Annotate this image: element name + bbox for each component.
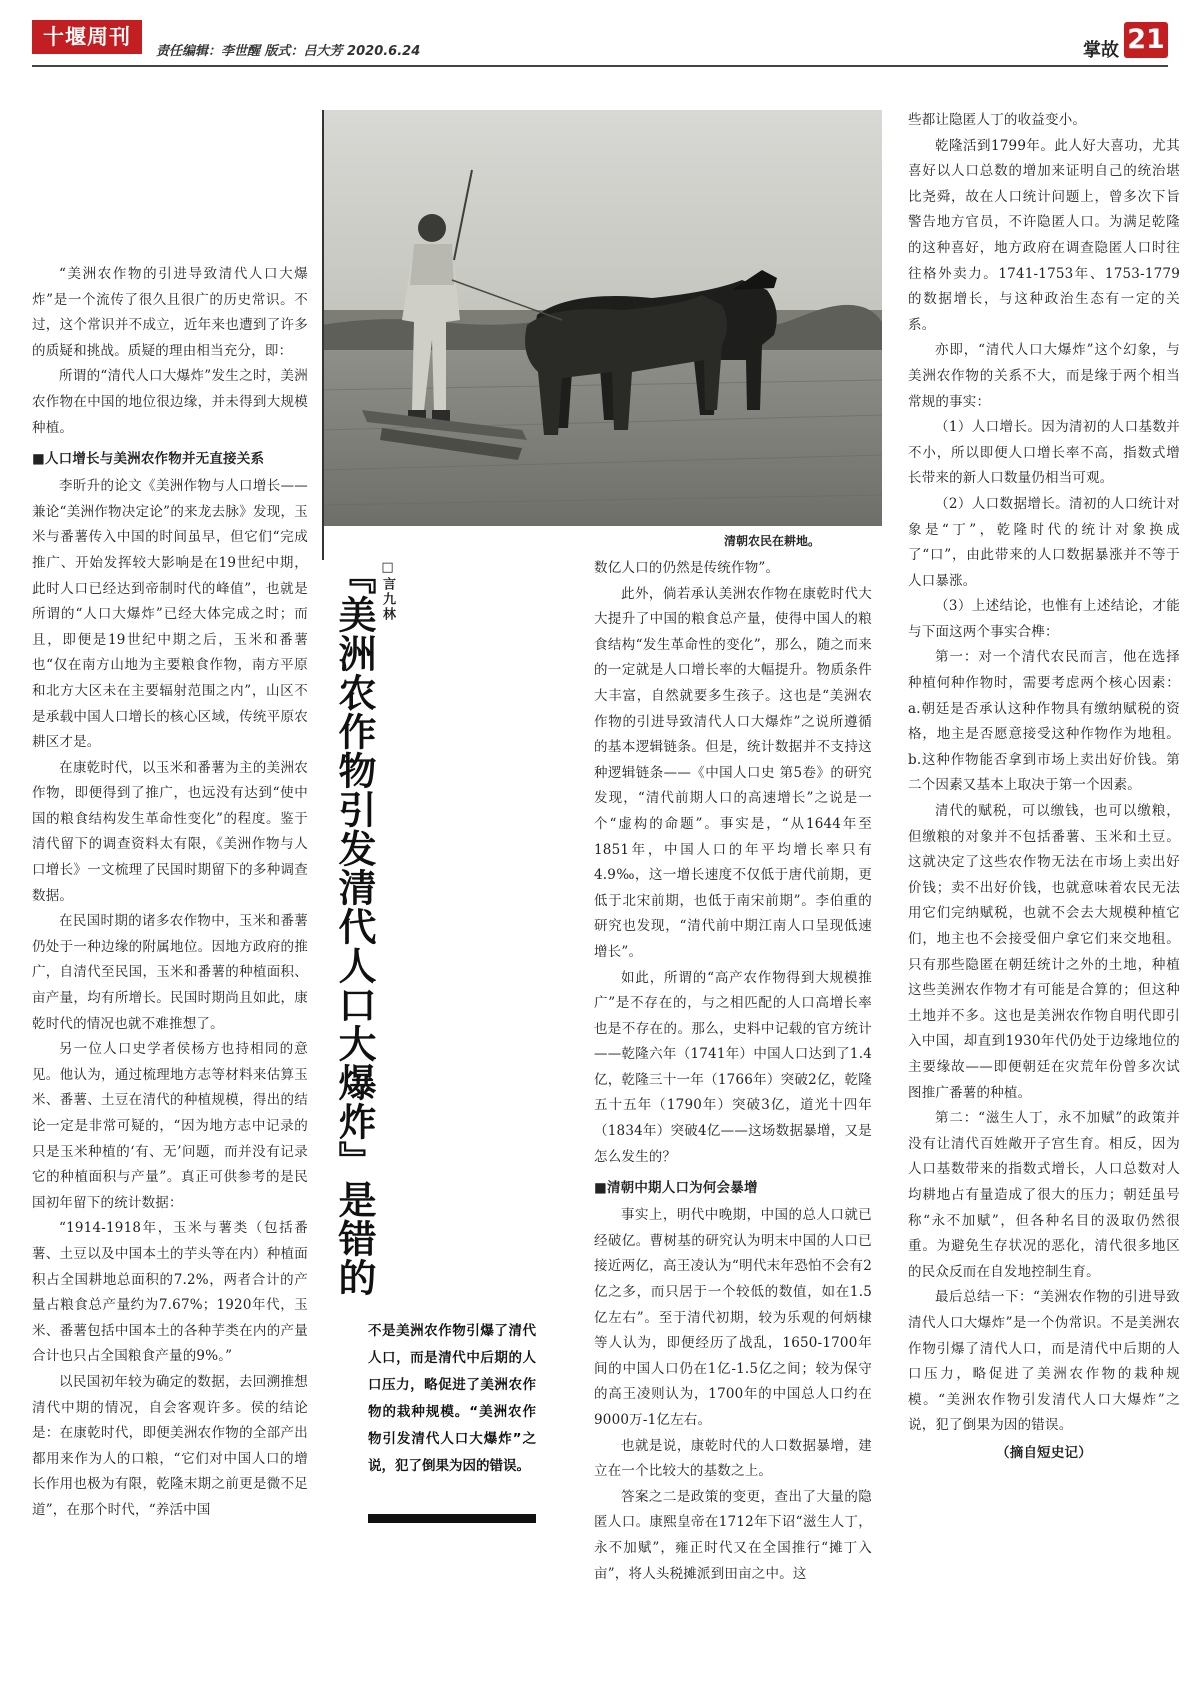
paragraph: 另一位人口史学者侯杨方也持相同的意见。他认为，通过梳理地方志等材料来估算玉米、番薯、土豆在清代的种植规模，得出的结论一定是非常可疑的，“因为地方志中记录的只是玉米种植的‘有、无’问题，而并没有记录它的种植面积与产量”。真正可供参考的是民国初年留下的统计数据： (32, 1041, 308, 1211)
photo-drawing (322, 110, 882, 526)
paragraph: 乾隆活到1799年。此人好大喜功，尤其喜好以人口总数的增加来证明自己的统治堪比尧舜，故在人口统计问题上，曾多次下旨警告地方官员，不许隐匿人口。为满足乾隆的这种喜好，地方政府在调查隐匿人口时往往格外卖力。1741-1753年、1753-1779的数据增长，与这种政治生态有一定的关系。 (908, 137, 1180, 333)
paragraph: 答案之二是政策的变更，查出了大量的隐匿人口。康熙皇帝在1712年下诏“滋生人丁，永不加赋”，雍正时代又在全国推行“摊丁入亩”，将人头税摊派到田亩之中。这 (594, 1488, 872, 1582)
page-number: 21 (1124, 22, 1168, 58)
paragraph: 在民国时期的诸多农作物中，玉米和番薯仍处于一种边缘的附属地位。因地方政府的推广，自清代至民国，玉米和番薯的种植面积、亩产量，均有所增长。民国时期尚且如此，康乾时代的情况也就不难推想了。 (32, 913, 308, 1032)
paragraph: 数亿人口的仍然是传统作物”。 (594, 560, 780, 576)
header-rule (32, 65, 1168, 67)
column-name: 掌故 (1083, 40, 1119, 61)
paragraph: 李昕升的论文《美洲作物与人口增长——兼论“美洲作物决定论”的来龙去脉》发现，玉米与番薯传入中国的时间虽早，但它们“完成推广、开始发挥较大影响是在19世纪中期，此时人口已经达到帝制时代的峰值”，也就是所谓的“人口大爆炸”已经大体完成之时；而且，即便是19世纪中期之后，玉米和番薯也“仅在南方山地为主要粮食作物，南方平原和北方大区未在主要辐射范围之内”，山区不是承载中国人口增长的核心区域，传统平原农耕区才是。 (32, 478, 308, 751)
masthead-logo: 十堰周刊 (32, 20, 142, 54)
article-headline: 『美洲农作物引发清代人口大爆炸』是错的 (332, 556, 377, 1297)
quotation-paragraph: “1914-1918年，玉米与薯类（包括番薯、土豆以及中国本土的芋头等在内）种植面积占全国耕地总面积的7.2%，两者合计的产量占粮食总产量约为7.67%；1920年代，玉米、番薯包括中国本土的各种芋类在内的产量合计也只占全国粮食产量的9%。” (32, 1220, 308, 1365)
article-byline: □言九林 (380, 560, 395, 622)
right-column (908, 108, 1180, 1628)
paragraph: 以民国初年较为确定的数据，去回溯推想清代中期的情况，自会客观许多。侯的结论是：在康乾时代，即便美洲农作物的全部产出都用来作为人的口粮，“它们对中国人口的增长作用也极为有限，乾隆末期之前更是微不足道”，在那个时代，“养活中国 (32, 1373, 308, 1518)
paragraph: 最后总结一下：“美洲农作物的引进导致清代人口大爆炸”是一个伪常识。不是美洲农作物引爆了清代人口，而是清代中后期的人口压力，略促进了美洲农作物的栽种规模。“美洲农作物引发清代人口大爆炸”之说，犯了倒果为因的错误。 (908, 1289, 1180, 1434)
middle-column (594, 556, 872, 1692)
paragraph: 所谓的“清代人口大爆炸”发生之时，美洲农作物在中国的地位很边缘，并未得到大规模种植。 (32, 368, 308, 436)
pull-quote: 不是美洲农作物引爆了清代人口，而是清代中后期的人口压力，略促进了美洲农作物的栽种规模。“美洲农作物引发清代人口大爆炸”之说，犯了倒果为因的错误。 (368, 1323, 536, 1474)
paragraph: 些都让隐匿人丁的收益变小。 (908, 112, 1087, 128)
section-heading: ■清朝中期人口为何会暴增 (594, 1180, 758, 1197)
editor-line: 责任编辑：李世醒 版式：吕大芳 2020.6.24 (156, 44, 421, 59)
paragraph: 在康乾时代，以玉米和番薯为主的美洲农作物，即便得到了推广，也远没有达到“使中国的粮食结构发生革命性变化”的程度。鉴于清代留下的调查资料太有限，《美洲作物与人口增长》一文梳理了民国时期留下的多种调查数据。 (32, 759, 308, 904)
source-credit: （摘自短史记） (996, 1444, 1092, 1461)
paragraph: “美洲农作物的引进导致清代人口大爆炸”是一个流传了很久且很广的历史常识。不过，这个常识并不成立，近年来也遭到了许多的质疑和挑战。质疑的理由相当充分，即： (32, 266, 308, 359)
list-item: （1）人口增长。因为清初的人口基数并不小，所以即便人口增长率不高，指数式增长带来的新人口数量仍相当可观。 (908, 419, 1180, 487)
pull-quote-rule (368, 1514, 536, 1523)
paragraph: 事实上，明代中晚期，中国的总人口就已经破亿。曹树基的研究认为明末中国的人口已接近两亿，高王凌认为“明代末年恐怕不会有2亿之多，而只居于一个较低的数值，如在1.5亿左右”。至于清代初期，较为乐观的何炳棣等人认为，即便经历了战乱，1650-1700年间的中国人口仍在1亿-1.5亿之间；较为保守的高王凌则认为，1700年的中国总人口约在9000万-1亿左右。 (594, 1207, 872, 1428)
left-column (32, 262, 308, 1692)
photo-caption: 清朝农民在耕地。 (724, 534, 821, 548)
paragraph: 此外，倘若承认美洲农作物在康乾时代大大提升了中国的粮食总产量，使得中国人的粮食结构“发生革命性的变化”，那么，随之而来的一定就是人口增长率的大幅提升。物质条件大丰富，自然就要多生孩子。这也是“美洲农作物的引进导致清代人口大爆炸”之说所遵循的基本逻辑链条。但是，统计数据并不支持这种逻辑链条——《中国人口史 第5卷》的研究发现，“清代前期人口的高速增长”之说是一个“虚构的命题”。事实是，“从1644年至1851年，中国人口的年平均增长率只有4.9‰，这一增长速度不仅低于唐代前期，更低于北宋前期，也低于南宋前期”。李伯重的研究也发现，“清代前中期江南人口呈现低速增长”。 (594, 585, 872, 960)
paragraph: 亦即，“清代人口大爆炸”这个幻象，与美洲农作物的关系不大，而是缘于两个相当常规的事实： (908, 342, 1180, 410)
farmer-plowing-photo (322, 110, 882, 526)
paragraph: 第一：对一个清代农民而言，他在选择种植何种作物时，需要考虑两个核心因素：a.朝廷是否承认这种作物具有缴纳赋税的资格，地主是否愿意接受这种作物作为地租。b.这种作物能否拿到市场上卖出好价钱。第二个因素又基本上取决于第一个因素。 (908, 649, 1180, 794)
list-item: （2）人口数据增长。清初的人口统计对象是“丁”，乾隆时代的统计对象换成了“口”，由此带来的人口数据暴涨并不等于人口暴涨。 (908, 495, 1180, 589)
paragraph: 如此，所谓的“高产农作物得到大规模推广”是不存在的，与之相匹配的人口高增长率也是不存在的。那么，史料中记载的官方统计——乾隆六年（1741年）中国人口达到了1.4亿，乾隆三十一年（1766年）突破2亿，乾隆五十五年（1790年）突破3亿，道光十四年（1834年）突破4亿——这场数据暴增，又是怎么发生的？ (594, 969, 872, 1165)
section-heading: ■人口增长与美洲农作物并无直接关系 (32, 451, 265, 468)
paragraph: 清代的赋税，可以缴钱，也可以缴粮，但缴粮的对象并不包括番薯、玉米和土豆。这就决定了这些农作物无法在市场上卖出好价钱；卖不出好价钱，也就意味着农民无法用它们完纳赋税，也就不会去大规模种植它们，地主也不会接受佃户拿它们来交地租。只有那些隐匿在朝廷统计之外的土地，种植这些美洲农作物才有可能是合算的；但这种土地并不多。这也是美洲农作物自明代即引入中国，却直到1930年代仍处于边缘地位的主要缘故——即便朝廷在灾荒年份曾多次试图推广番薯的种植。 (908, 803, 1180, 1101)
column-divider (322, 110, 324, 560)
paragraph: 第二：“滋生人丁，永不加赋”的政策并没有让清代百姓敞开子宫生育。相反，因为人口基数带来的指数式增长，人口总数对人均耕地占有量造成了很大的压力；朝廷虽号称“永不加赋”，但各种名目的汲取仍然很重。为避免生存状况的恶化，清代很多地区的民众反而在自发地控制生育。 (908, 1110, 1180, 1280)
list-item: （3）上述结论，也惟有上述结论，才能与下面这两个事实合榫： (908, 598, 1180, 640)
paragraph: 也就是说，康乾时代的人口数据暴增，建立在一个比较大的基数之上。 (594, 1437, 872, 1480)
